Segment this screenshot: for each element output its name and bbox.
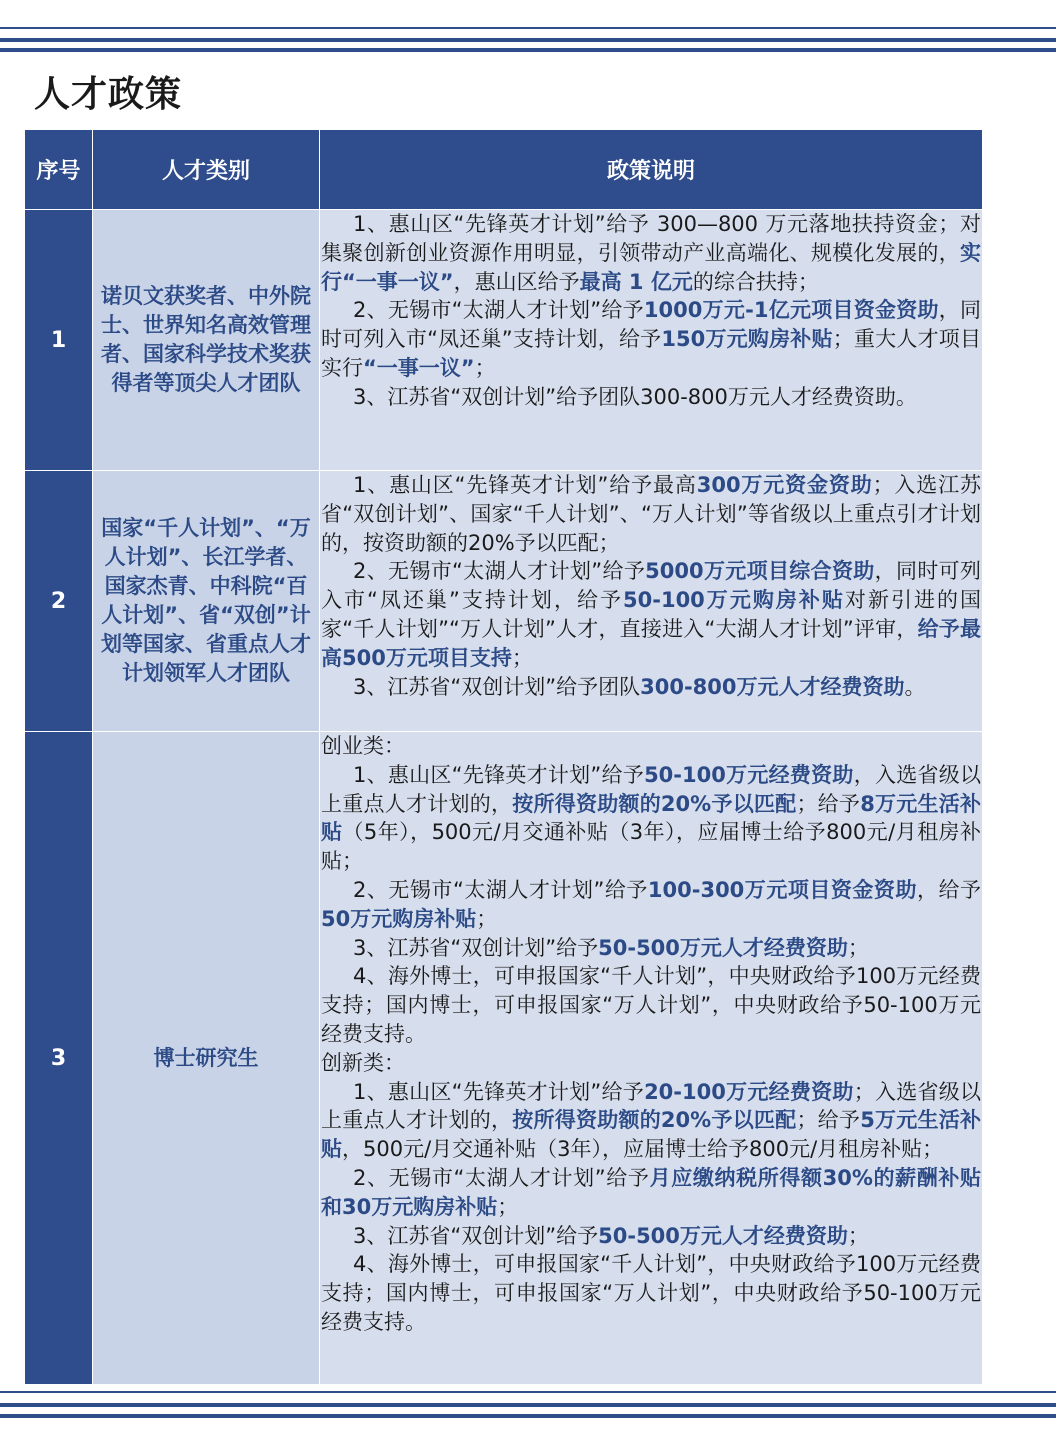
policy-paragraph [321,471,981,557]
policy-highlight: 50-500万元人才经费资助 [598,935,848,960]
row-description [320,471,983,732]
policy-paragraph [321,296,981,382]
policy-text: ；重大人才项目实行 [321,327,981,380]
policy-text: 2、无锡市“太湖人才计划”给予 [353,559,646,584]
policy-text: 3、江苏省“双创计划”给予 [353,935,599,960]
policy-text: 。 [904,674,926,699]
top-rule-thick-1 [0,38,1056,42]
policy-highlight: 150万元购房补贴 [661,327,833,352]
top-rule-thin [0,27,1056,29]
policy-text: 1、惠山区“先锋英才计划”给予 [353,1079,645,1104]
policy-text: 创新类： [321,1050,405,1075]
policy-paragraph [321,761,981,876]
policy-text: 的综合扶持； [692,269,819,294]
policy-paragraph [321,1049,981,1078]
talent-policy-table [24,129,983,1385]
policy-text: ，入选省级以上重点人才计划的， [321,762,982,816]
policy-highlight: 8万元生活补贴 [321,791,982,845]
header-category: 人才类别 [93,130,320,210]
top-rule-thick-2 [0,48,1056,52]
policy-text: ； [474,355,496,380]
policy-paragraph [321,732,981,761]
policy-text: 1、惠山区“先锋英才计划”给予 [353,762,645,787]
policy-paragraph [321,962,981,1048]
policy-text: ，惠山区给予 [453,269,580,294]
table-header-row [25,130,983,210]
row-number: 2 [25,471,93,732]
policy-text: ；入选江苏省“双创计划”、国家“千人计划”、“万人计划”等省级以上重点引才计划的，按资助额的20%予以匹配； [321,473,981,555]
policy-text: ；入选省级以上重点人才计划的， [321,1079,982,1133]
policy-text: 3、江苏省“双创计划”给予团队 [353,674,641,699]
policy-text: 对新引进的国家“千人计划”“万人计划”人才，直接进入“大湖人才计划”评审， [321,588,982,641]
policy-paragraph [321,673,981,702]
policy-highlight: 按所得资助额的20%予以匹配 [512,1108,797,1133]
policy-text: ，500元/月交通补贴（3年），应届博士给予800元/月租房补贴； [342,1137,944,1162]
policy-text: 3、江苏省“双创计划”给予团队300-800万元人才经费资助。 [353,384,917,409]
policy-text: 2、无锡市“太湖人才计划”给予 [353,877,648,902]
policy-highlight: “一事一议” [363,355,475,380]
policy-highlight: 20-100万元经费资助 [644,1079,854,1104]
policy-text: 创业类： [321,734,405,758]
policy-highlight: 给予最高500万元项目支持 [321,616,981,670]
policy-highlight: 50-100万元经费资助 [644,762,854,787]
policy-highlight: 300万元资金资助 [696,473,873,497]
policy-text: ，同时可列入市“凤还巢”支持计划，给予 [321,298,982,352]
bottom-rule-thick-2 [0,1414,1056,1418]
page-title: 人才政策 [34,74,183,115]
bottom-rule-thick-1 [0,1403,1056,1407]
policy-paragraph [321,1250,981,1336]
policy-paragraph [321,1078,981,1164]
policy-text: 3、江苏省“双创计划”给予 [353,1223,599,1248]
policy-text: 2、无锡市“太湖人才计划”给予 [353,298,644,323]
policy-text: 2、无锡市“太湖人才计划”给予 [353,1165,650,1190]
policy-paragraph [321,557,981,672]
policy-highlight: 月应缴纳税所得额30%的薪酬补贴和30万元购房补贴 [321,1165,982,1219]
policy-highlight: 300-800万元人才经费资助 [640,674,905,699]
table-row [25,210,983,471]
policy-paragraph [321,383,981,412]
policy-text: ； [476,906,498,931]
policy-text: ；给予 [796,791,861,816]
policy-paragraph [321,1164,981,1222]
row-description [320,210,983,471]
policy-paragraph [321,1222,981,1251]
table-row [25,471,983,732]
row-description [320,732,983,1385]
bottom-rule-thin [0,1391,1056,1393]
policy-text: ； [847,935,869,960]
policy-highlight: 50万元购房补贴 [321,906,477,931]
policy-text: 4、海外博士，可申报国家“千人计划”，中央财政给予100万元经费支持；国内博士，可申报国家“万人计划”，中央财政给予50-100万元经费支持。 [321,964,981,1046]
policy-paragraph [321,876,981,934]
policy-text: ，同时可列入市“凤还巢”支持计划，给予 [321,559,982,613]
policy-highlight: 按所得资助额的20%予以匹配 [512,791,797,816]
policy-text: ，给予 [916,877,982,902]
policy-text: ； [497,1194,519,1219]
policy-text: （5年），500元/月交通补贴（3年），应届博士给予800元/月租房补贴； [321,820,981,874]
policy-text: ；给予 [796,1108,861,1133]
row-number: 3 [25,732,93,1385]
policy-text: 1、惠山区“先锋英才计划”给予 300—800 万元落地扶持资金；对集聚创新创业资源作用明显，引领带动产业高端化、规模化发展的， [321,212,981,265]
policy-text: ； [847,1223,869,1248]
row-number: 1 [25,210,93,471]
policy-text: 1、惠山区“先锋英才计划”给予最高 [353,473,697,497]
policy-highlight: 最高 1 亿元 [579,269,693,294]
row-category: 博士研究生 [93,732,320,1385]
policy-highlight: 50-500万元人才经费资助 [598,1223,848,1248]
policy-highlight: 50-100万元购房补贴 [623,588,845,613]
policy-highlight: 100-300万元项目资金资助 [647,877,917,902]
policy-paragraph [321,210,981,296]
policy-text: 4、海外博士，可申报国家“千人计划”，中央财政给予100万元经费支持；国内博士，可申报国家“万人计划”，中央财政给予50-100万元经费支持。 [321,1252,981,1334]
header-description: 政策说明 [320,130,983,210]
table-row [25,732,983,1385]
row-category: 诺贝文获奖者、中外院士、世界知名高效管理者、国家科学技术奖获得者等顶尖人才团队 [93,210,320,471]
policy-highlight: 1000万元-1亿元项目资金资助 [643,298,939,323]
header-seq: 序号 [25,130,93,210]
policy-paragraph [321,934,981,963]
policy-highlight: 实行“一事一议” [321,240,981,294]
policy-highlight: 5000万元项目综合资助 [645,559,875,584]
row-category: 国家“千人计划”、“万人计划”、长江学者、国家杰青、中科院“百人计划”、省“双创”计划等国家、省重点人才计划领军人才团队 [93,471,320,732]
policy-highlight: 5万元生活补贴 [321,1108,982,1162]
policy-text: ； [511,645,533,670]
